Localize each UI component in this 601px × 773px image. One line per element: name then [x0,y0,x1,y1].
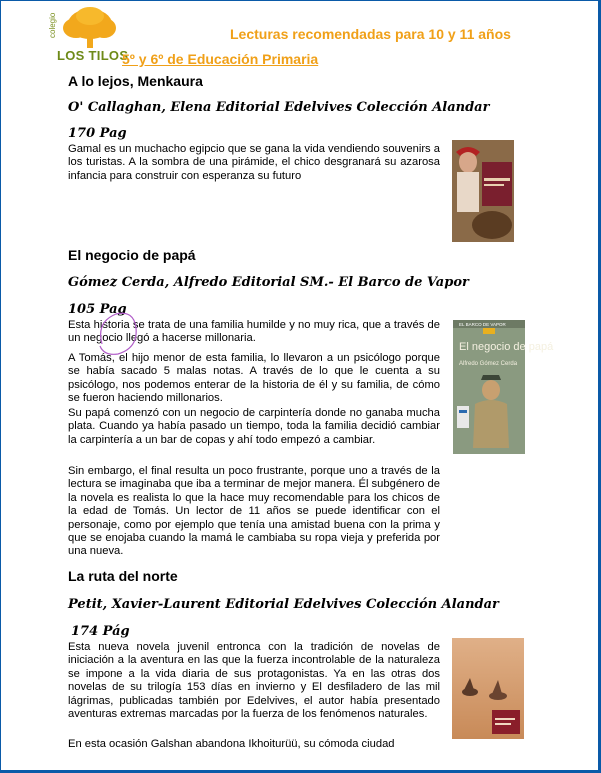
cover-series-label: EL BARCO DE VAPOR [459,322,506,327]
pen-circle-mark [94,308,140,358]
book-cover-image [453,320,554,454]
book-title: La ruta del norte [68,568,178,584]
page-title: Lecturas recomendadas para 10 y 11 años [230,26,511,42]
book-author: O' Callaghan, Elena Editorial Edelvives Colección Alandar [68,100,490,115]
cover-author: Alfredo Gómez Cerda [459,361,518,367]
book-author: Petit, Xavier-Laurent Editorial Edelvives Colección Alandar [68,597,499,612]
book-title: El negocio de papá [68,247,196,263]
book-cover-image [452,140,514,242]
book-cover-image [452,638,524,739]
book-summary-paragraph: Esta historia se trata de una familia humilde y no muy rica, que a través de un negocio llegó a hacerse millonaria. [68,319,440,345]
book-summary-paragraph: Esta nueva novela juvenil entronca con la tradición de novelas de iniciación a la aventura en las que la fuerza incontrolable de la naturaleza se impone a la vida diaria de sus protagonistas. Ya en las otras dos novelas de su trilogía 153 días en invierno y El desfiladero de las mil lágrimas, publicadas también por Edelvives, el autor había presentado aventuras extremas marcadas por la fuerza de los fenómenos naturales. [68,641,440,721]
book-pages: 105 Pag [68,302,127,317]
logo-name: LOS TILOS [57,48,129,63]
book-summary-paragraph: Su papá comenzó con un negocio de carpintería donde no ganaba mucha plata. Cuando ya había pasado un tiempo, toda la familia decidió cambiar la carpintería a un bar de copas y ahí todo empezó a cambiar. [68,407,440,446]
book-pages: 174 Pág [71,624,130,639]
book-author: Gómez Cerda, Alfredo Editorial SM.- El Barco de Vapor [68,275,469,290]
book-summary-paragraph: En esta ocasión Galshan abandona Ikhoiturüü, su cómoda ciudad [68,738,395,750]
book-pages: 170 Pag [68,126,127,141]
logo-caption: colegio [48,12,57,38]
book-summary-paragraph: A Tomás, el hijo menor de esta familia, lo llevaron a un psicólogo porque se había sacado 5 malas notas. A través de lo que le cuenta a su psicólogo, nos podemos enterar de la historia de él y su familia, de cómo se fueron haciendo millonarios. [68,352,440,405]
book-summary-paragraph: Sin embargo, el final resulta un poco frustrante, porque uno a través de la lectura se imaginaba que iba a terminar de mejor manera. Él subgénero de la novela es realista lo que la hace muy recomendable para los chicos de la edad de Tomás. Un lector de 11 años se puede identificar con el personaje, como por ejemplo que tenía una amistad buena con la prima y que se enojaba cuando la mamá le cambiaba su ropa vieja y preferida por una nueva. [68,465,440,558]
page-subtitle: 5º y 6º de Educación Primaria [122,51,319,67]
book-title: A lo lejos, Menkaura [68,73,203,89]
cover-title: El negocio de papá [459,341,554,353]
book-summary-paragraph: Gamal es un muchacho egipcio que se gana la vida vendiendo souvenirs a los turistas. A la sombra de una pirámide, el chico desgranará su azarosa infancia para construir con esperanza su futuro [68,143,440,182]
